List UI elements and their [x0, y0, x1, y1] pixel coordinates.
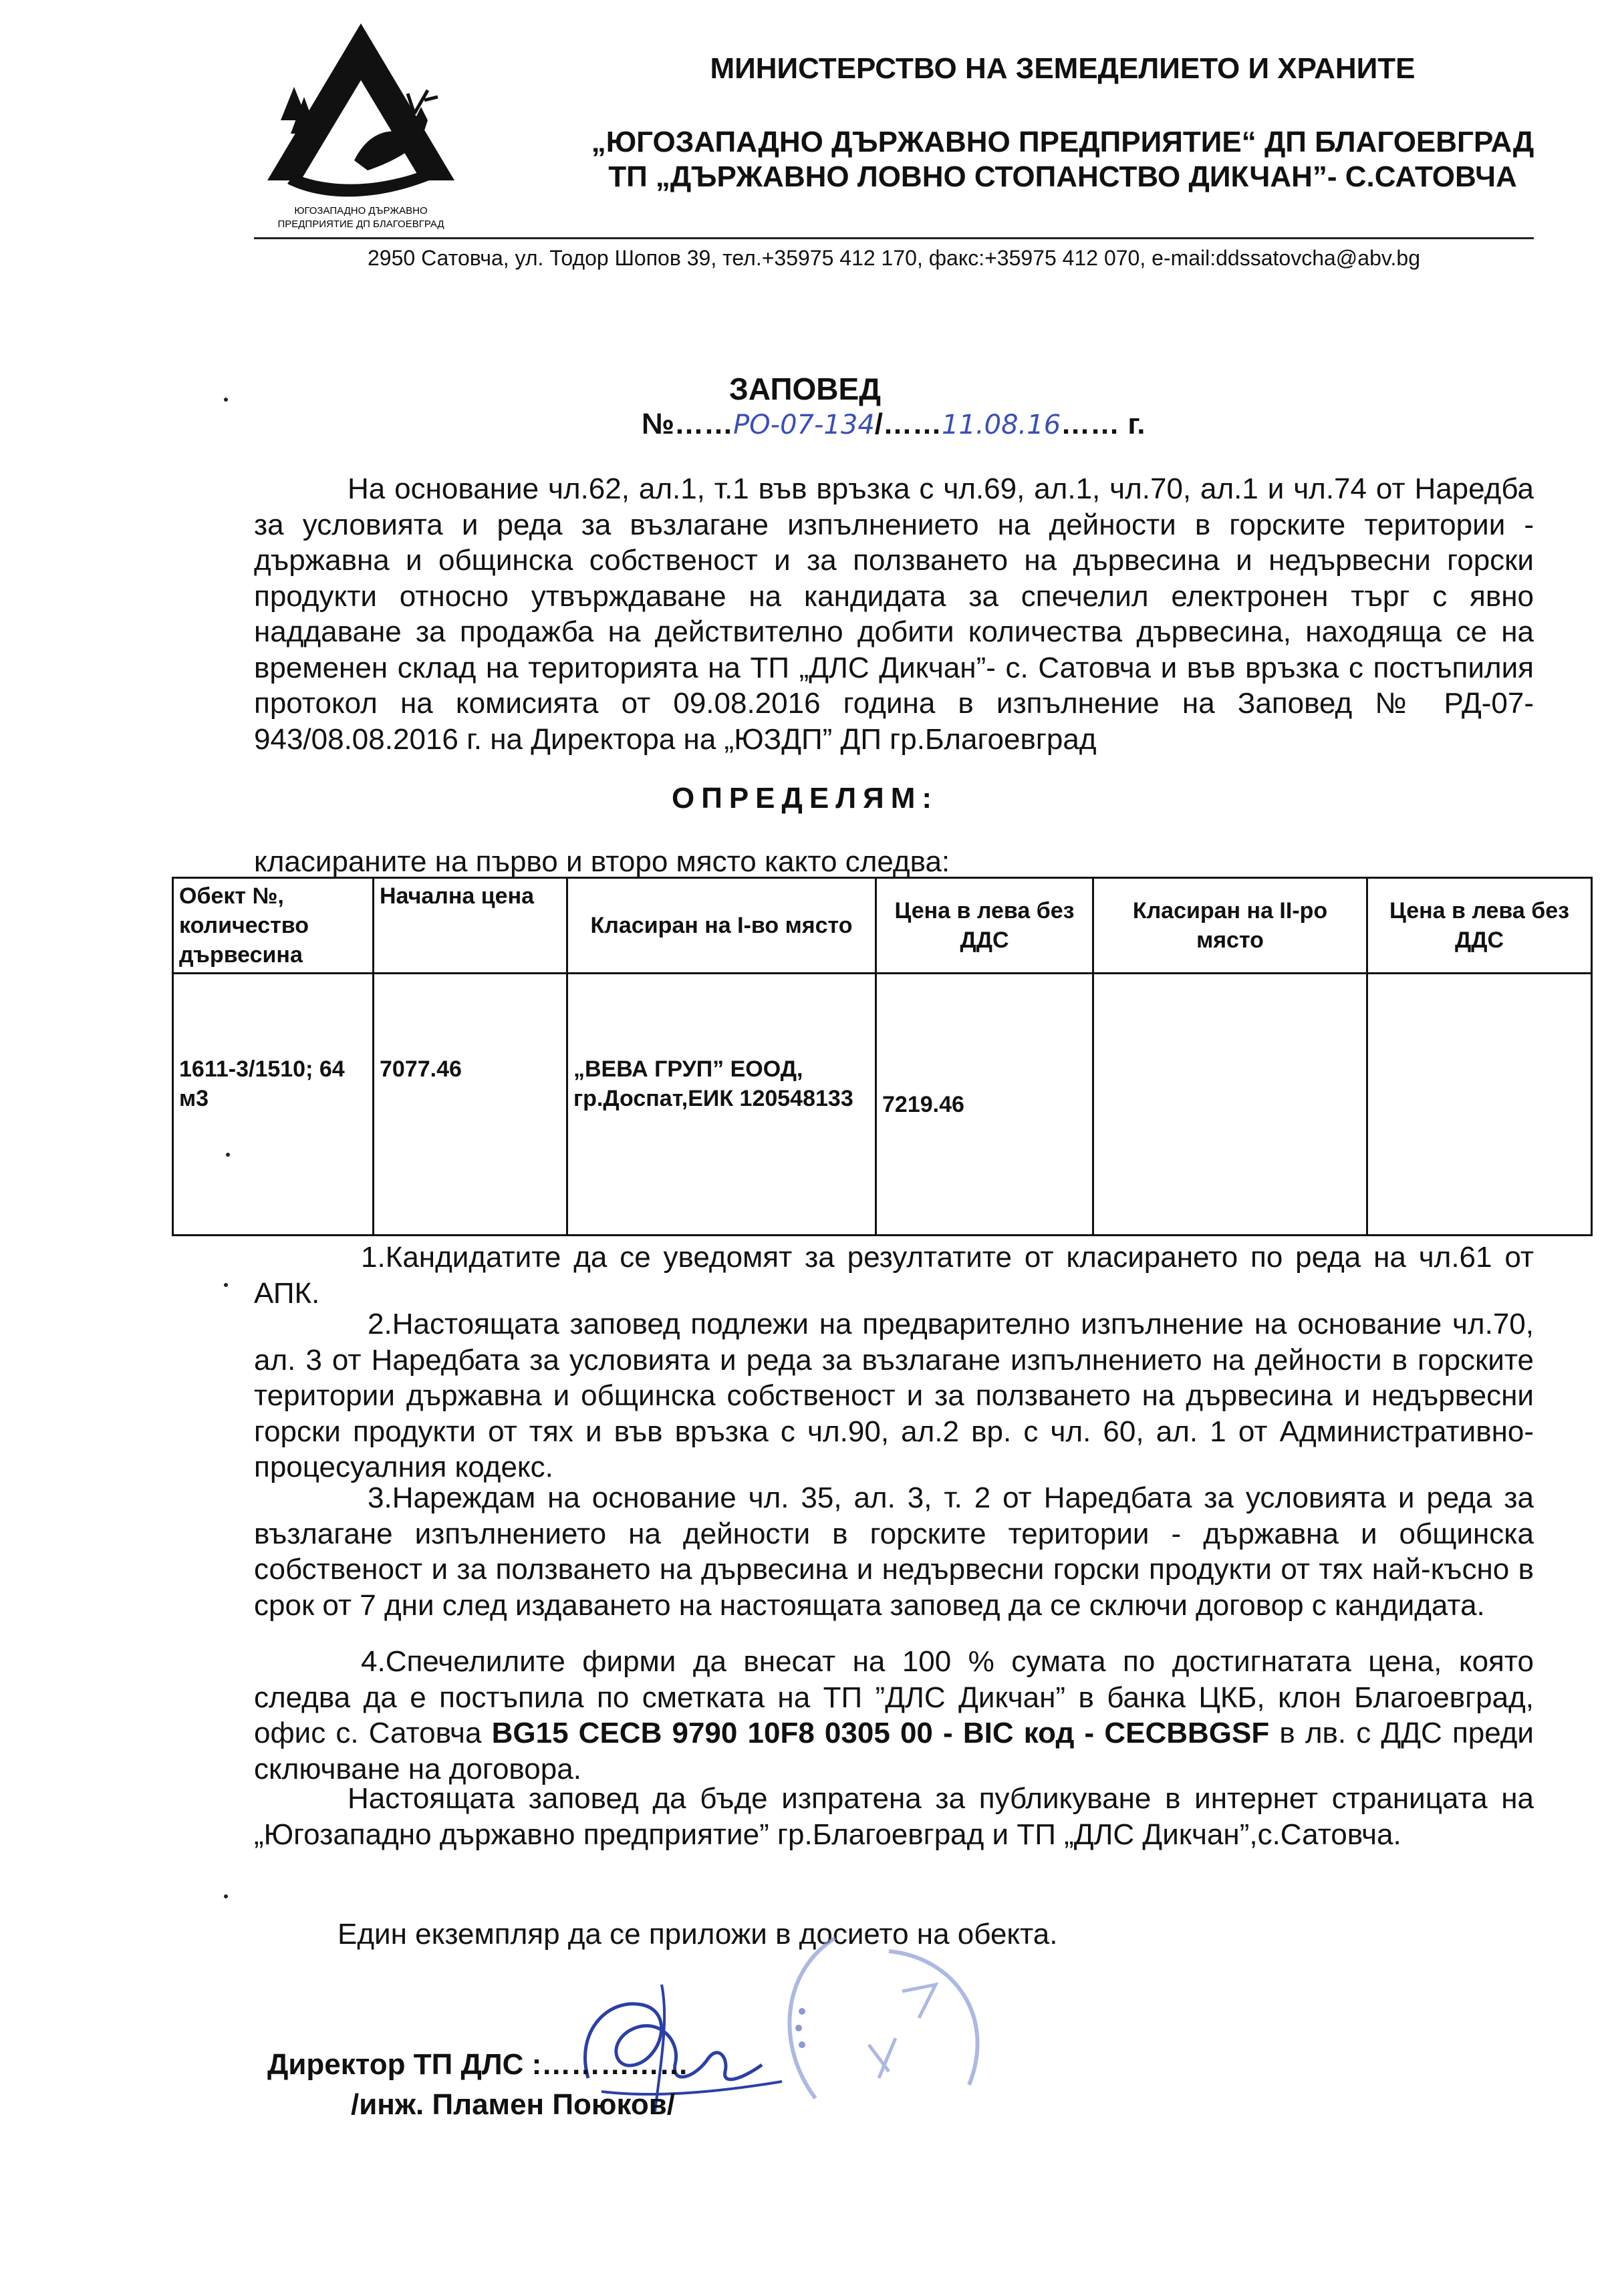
header-start-price: Начална цена [374, 878, 567, 974]
order-number-prefix: №…… [642, 408, 734, 440]
scan-speck [224, 1894, 228, 1898]
cell-second-price [1367, 974, 1592, 1236]
order-number-handwritten: РО-07-134 [733, 410, 875, 440]
header-first-place: Класиран на I-во място [567, 878, 876, 974]
scan-speck [224, 1283, 228, 1287]
cell-second-place [1093, 974, 1367, 1236]
point-2-execution: 2.Настоящата заповед подлежи на предварително изпълнение на основание чл.70, ал. 3 от Наредбата за условията и реда за възлагане изпълнението на дейности в горските територии държавна и общинска собственост и за ползването на дървесина и недървесни горски продукти от тях и във връзка с чл.90, ал.2 вр. с чл. 60, ал. 1 от Административно-процесуалния кодекс. [254, 1308, 1534, 1483]
order-number-separator: /…… [874, 408, 942, 440]
cell-start-price: 7077.46 [374, 974, 567, 1236]
bank-account: BG15 CECB 9790 10F8 0305 00 - BIC код - CECBBGSF [491, 1717, 1270, 1749]
point-3-contract: 3.Нареждам на основание чл. 35, ал. 3, т. 2 от Наредбата за условията и реда за възлагане изпълнението на дейности в горските територии - държавна и общинска собственост и за ползването на дървесина и недървесни горски продукти от тях най-късно в срок от 7 дни след издаването на настоящата заповед да се сключи договор с кандидата. [254, 1481, 1534, 1622]
ranked-intro: класираните на първо и второ място както следва: [254, 845, 950, 878]
header-second-place: Класиран на II-ро място [1093, 878, 1367, 974]
table-header-row [173, 878, 1592, 974]
publish-paragraph: Настоящата заповед да бъде изпратена за публикуване в интернет страницата на „Югозападно държавно предприятие” гр.Благоевград и ТП „ДЛС Дикчан”,с.Сатовча. [254, 1782, 1534, 1851]
copy-note: Един екземпляр да се приложи в досието на обекта. [338, 1918, 1058, 1951]
header-first-price: Цена в лева без ДДС [876, 878, 1093, 974]
enterprise-heading: „ЮГОЗАПАДНО ДЪРЖАВНО ПРЕДПРИЯТИЕ“ ДП БЛАГОЕВГРАД [591, 126, 1534, 158]
enterprise-logo [254, 20, 468, 234]
order-number-suffix: …… г. [1061, 408, 1146, 440]
header-divider [254, 237, 1534, 239]
table-row [173, 974, 1592, 1236]
decision-heading: ОПРЕДЕЛЯМ: [671, 782, 939, 815]
unit-heading: ТП „ДЪРЖАВНО ЛОВНО СТОПАНСТВО ДИКЧАН”- С.САТОВЧА [608, 160, 1517, 193]
order-date-handwritten: 11.08.16 [942, 410, 1061, 440]
scan-speck [226, 1153, 230, 1157]
scan-speck [224, 398, 228, 402]
point-1-notify: 1.Кандидатите да се уведомят за резултатите от класирането по реда на чл.61 от АПК. [254, 1241, 1534, 1310]
basis-paragraph: На основание чл.62, ал.1, т.1 във връзка с чл.69, ал.1, чл.70, ал.1 и чл.74 от Наредба за условията и реда за възлагане изпълнението на дейности в горските територии - държавна и общинска собственост и за ползването на дървесина и недървесни горски продукти относно утвърждаване на кандидата за спечелил електронен търг с явно наддаване за продажба на действително добити количества дървесина, находяща се на временен склад на територията на ТП „ДЛС Дикчан”- с. Сатовча и във връзка с постъпилия протокол на комисията от 09.08.2016 година в изпълнение на Заповед № РД-07-943/08.08.2016 г. на Директора на „ЮЗДП” ДП гр.Благоевград [254, 472, 1534, 756]
payment-text-end: в лв. с ДДС преди сключване на договора. [254, 1717, 1534, 1785]
cell-first-price: 7219.46 [876, 974, 1093, 1236]
order-title: ЗАПОВЕД [729, 372, 881, 406]
header-object: Обект №, количество дървесина [173, 878, 374, 974]
point-4-payment [254, 1644, 1534, 1787]
director-name: /инж. Пламен Поюков/ [351, 2088, 676, 2121]
logo-caption-line2: ПРЕДПРИЯТИЕ ДП БЛАГОЕВГРАД [277, 219, 444, 230]
payment-text: 4.Спечелилите фирми да внесат на 100 % сумата по достигнатата цена, която следва да е постъпила по сметката на ТП ”ДЛС Дикчан” в банка ЦКБ, клон Благоевград, офис с. Сатовча [254, 1645, 1534, 1749]
header-second-price: Цена в лева без ДДС [1367, 878, 1592, 974]
ministry-heading: МИНИСТЕРСТВО НА ЗЕМЕДЕЛИЕТО И ХРАНИТЕ [710, 52, 1416, 85]
cell-first-place: „ВЕВА ГРУП” ЕООД, гр.Доспат,ЕИК 120548133 [567, 974, 876, 1236]
contact-address: 2950 Сатовча, ул. Тодор Шопов 39, тел.+35975 412 170, факс:+35975 412 070, e-mail:ddssatovcha@abv.bg [368, 246, 1420, 270]
director-signature-line: Директор ТП ДЛС :…………… [267, 2048, 689, 2081]
cell-object: 1611-3/1510; 64 м3 [173, 974, 374, 1236]
logo-caption-line1: ЮГОЗАПАДНО ДЪРЖАВНО [294, 205, 428, 217]
results-table [172, 877, 1593, 1236]
order-number-line [642, 408, 1146, 441]
